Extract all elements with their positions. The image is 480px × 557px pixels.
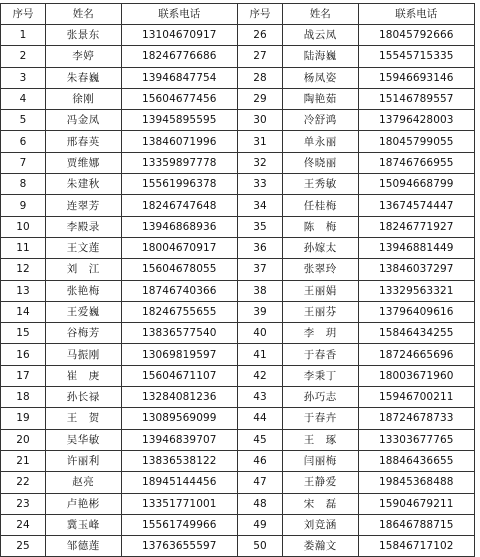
phone-cell: 13674574447	[358, 195, 474, 216]
phone-cell: 15846717102	[358, 536, 474, 557]
name-cell: 孙巧志	[282, 387, 358, 408]
phone-cell: 18945144456	[121, 472, 237, 493]
name-cell: 于春香	[282, 344, 358, 365]
phone-cell: 18724678733	[358, 408, 474, 429]
phone-cell: 13303677765	[358, 429, 474, 450]
seq-cell: 49	[237, 514, 282, 535]
name-cell: 冯金凤	[45, 110, 121, 131]
seq-cell: 11	[1, 237, 46, 258]
name-cell: 陆海巍	[282, 46, 358, 67]
phone-cell: 19845368488	[358, 472, 474, 493]
seq-cell: 26	[237, 25, 282, 46]
header-phone-right: 联系电话	[358, 4, 474, 25]
seq-cell: 18	[1, 387, 46, 408]
table-row	[1, 493, 475, 514]
seq-cell: 14	[1, 301, 46, 322]
seq-cell: 31	[237, 131, 282, 152]
table-row	[1, 408, 475, 429]
seq-cell: 8	[1, 174, 46, 195]
name-cell: 李 玥	[282, 323, 358, 344]
phone-cell: 18246747648	[121, 195, 237, 216]
name-cell: 王丽娟	[282, 280, 358, 301]
phone-cell: 18646788715	[358, 514, 474, 535]
seq-cell: 42	[237, 365, 282, 386]
phone-cell: 18746766955	[358, 152, 474, 173]
phone-cell: 13846037297	[358, 259, 474, 280]
seq-cell: 2	[1, 46, 46, 67]
name-cell: 赵亮	[45, 472, 121, 493]
table-row	[1, 131, 475, 152]
phone-cell: 18246776686	[121, 46, 237, 67]
phone-cell: 15561749966	[121, 514, 237, 535]
seq-cell: 9	[1, 195, 46, 216]
phone-cell: 13836577540	[121, 323, 237, 344]
phone-cell: 15604678055	[121, 259, 237, 280]
seq-cell: 16	[1, 344, 46, 365]
phone-cell: 15604677456	[121, 88, 237, 109]
seq-cell: 40	[237, 323, 282, 344]
table-row	[1, 387, 475, 408]
name-cell: 朱建秋	[45, 174, 121, 195]
name-cell: 孙嫁太	[282, 237, 358, 258]
table-row	[1, 216, 475, 237]
seq-cell: 1	[1, 25, 46, 46]
name-cell: 连翠芳	[45, 195, 121, 216]
table-row	[1, 344, 475, 365]
name-cell: 徐刚	[45, 88, 121, 109]
table-row	[1, 536, 475, 557]
phone-cell: 15545715335	[358, 46, 474, 67]
name-cell: 张艳梅	[45, 280, 121, 301]
header-row	[1, 4, 475, 25]
phone-cell: 18246755655	[121, 301, 237, 322]
seq-cell: 47	[237, 472, 282, 493]
seq-cell: 34	[237, 195, 282, 216]
seq-cell: 45	[237, 429, 282, 450]
phone-cell: 18724665696	[358, 344, 474, 365]
name-cell: 谷梅芳	[45, 323, 121, 344]
seq-cell: 50	[237, 536, 282, 557]
name-cell: 王丽芬	[282, 301, 358, 322]
seq-cell: 25	[1, 536, 46, 557]
seq-cell: 29	[237, 88, 282, 109]
contact-table	[0, 3, 475, 557]
name-cell: 王 贺	[45, 408, 121, 429]
phone-cell: 13796428003	[358, 110, 474, 131]
phone-cell: 15946693146	[358, 67, 474, 88]
name-cell: 王静爱	[282, 472, 358, 493]
seq-cell: 13	[1, 280, 46, 301]
phone-cell: 18045799055	[358, 131, 474, 152]
name-cell: 陈 梅	[282, 216, 358, 237]
name-cell: 杨凤姿	[282, 67, 358, 88]
seq-cell: 10	[1, 216, 46, 237]
phone-cell: 13946839707	[121, 429, 237, 450]
seq-cell: 43	[237, 387, 282, 408]
seq-cell: 23	[1, 493, 46, 514]
phone-cell: 18004670917	[121, 237, 237, 258]
name-cell: 冷舒鸿	[282, 110, 358, 131]
table-row	[1, 514, 475, 535]
phone-cell: 15094668799	[358, 174, 474, 195]
name-cell: 冀玉峰	[45, 514, 121, 535]
name-cell: 张翠玲	[282, 259, 358, 280]
phone-cell: 13796409616	[358, 301, 474, 322]
phone-cell: 18003671960	[358, 365, 474, 386]
phone-cell: 15604671107	[121, 365, 237, 386]
header-name-right: 姓名	[282, 4, 358, 25]
table-row	[1, 67, 475, 88]
phone-cell: 15146789557	[358, 88, 474, 109]
table-row	[1, 450, 475, 471]
seq-cell: 12	[1, 259, 46, 280]
name-cell: 贾维娜	[45, 152, 121, 173]
table-row	[1, 46, 475, 67]
table-row	[1, 25, 475, 46]
seq-cell: 24	[1, 514, 46, 535]
header-seq-right: 序号	[237, 4, 282, 25]
seq-cell: 46	[237, 450, 282, 471]
phone-cell: 13284081236	[121, 387, 237, 408]
seq-cell: 38	[237, 280, 282, 301]
seq-cell: 44	[237, 408, 282, 429]
phone-cell: 13836538122	[121, 450, 237, 471]
table-row	[1, 301, 475, 322]
phone-cell: 13329563321	[358, 280, 474, 301]
phone-cell: 13946881449	[358, 237, 474, 258]
table-row	[1, 152, 475, 173]
seq-cell: 28	[237, 67, 282, 88]
name-cell: 战云凤	[282, 25, 358, 46]
phone-cell: 13763655597	[121, 536, 237, 557]
name-cell: 王文莲	[45, 237, 121, 258]
phone-cell: 18246771927	[358, 216, 474, 237]
seq-cell: 37	[237, 259, 282, 280]
table-row	[1, 195, 475, 216]
phone-cell: 13069819597	[121, 344, 237, 365]
phone-cell: 13846071996	[121, 131, 237, 152]
table-row	[1, 110, 475, 131]
table-row	[1, 88, 475, 109]
seq-cell: 5	[1, 110, 46, 131]
phone-cell: 13351771001	[121, 493, 237, 514]
phone-cell: 13359897778	[121, 152, 237, 173]
seq-cell: 27	[237, 46, 282, 67]
table-row	[1, 174, 475, 195]
name-cell: 李秉丁	[282, 365, 358, 386]
name-cell: 王秀敏	[282, 174, 358, 195]
seq-cell: 6	[1, 131, 46, 152]
table-row	[1, 429, 475, 450]
name-cell: 娄瀚文	[282, 536, 358, 557]
name-cell: 王爱巍	[45, 301, 121, 322]
phone-cell: 13089569099	[121, 408, 237, 429]
phone-cell: 18045792666	[358, 25, 474, 46]
name-cell: 王 琢	[282, 429, 358, 450]
seq-cell: 19	[1, 408, 46, 429]
name-cell: 佟晓丽	[282, 152, 358, 173]
seq-cell: 15	[1, 323, 46, 344]
phone-cell: 13945895595	[121, 110, 237, 131]
seq-cell: 39	[237, 301, 282, 322]
phone-cell: 15561996378	[121, 174, 237, 195]
table-row	[1, 237, 475, 258]
table-row	[1, 472, 475, 493]
table-row	[1, 259, 475, 280]
name-cell: 刘 江	[45, 259, 121, 280]
seq-cell: 22	[1, 472, 46, 493]
table-row	[1, 365, 475, 386]
phone-cell: 15904679211	[358, 493, 474, 514]
seq-cell: 33	[237, 174, 282, 195]
name-cell: 刘竞涵	[282, 514, 358, 535]
seq-cell: 21	[1, 450, 46, 471]
name-cell: 马振刚	[45, 344, 121, 365]
seq-cell: 41	[237, 344, 282, 365]
name-cell: 朱春巍	[45, 67, 121, 88]
phone-cell: 13104670917	[121, 25, 237, 46]
phone-cell: 18846436655	[358, 450, 474, 471]
seq-cell: 3	[1, 67, 46, 88]
name-cell: 孙长禄	[45, 387, 121, 408]
name-cell: 单永丽	[282, 131, 358, 152]
name-cell: 宋 磊	[282, 493, 358, 514]
name-cell: 邢春英	[45, 131, 121, 152]
name-cell: 于春卉	[282, 408, 358, 429]
name-cell: 吴华敏	[45, 429, 121, 450]
seq-cell: 30	[237, 110, 282, 131]
phone-cell: 13946847754	[121, 67, 237, 88]
name-cell: 张景东	[45, 25, 121, 46]
phone-cell: 18746740366	[121, 280, 237, 301]
seq-cell: 4	[1, 88, 46, 109]
table-body	[1, 25, 475, 557]
name-cell: 邹德莲	[45, 536, 121, 557]
name-cell: 崔 庚	[45, 365, 121, 386]
seq-cell: 7	[1, 152, 46, 173]
name-cell: 李婷	[45, 46, 121, 67]
name-cell: 许丽利	[45, 450, 121, 471]
name-cell: 李殿录	[45, 216, 121, 237]
seq-cell: 48	[237, 493, 282, 514]
seq-cell: 32	[237, 152, 282, 173]
seq-cell: 36	[237, 237, 282, 258]
seq-cell: 35	[237, 216, 282, 237]
seq-cell: 20	[1, 429, 46, 450]
name-cell: 卢艳彬	[45, 493, 121, 514]
header-phone-left: 联系电话	[121, 4, 237, 25]
phone-cell: 13946868936	[121, 216, 237, 237]
table-row	[1, 323, 475, 344]
name-cell: 任桂梅	[282, 195, 358, 216]
header-seq-left: 序号	[1, 4, 46, 25]
name-cell: 陶艳茹	[282, 88, 358, 109]
table-row	[1, 280, 475, 301]
seq-cell: 17	[1, 365, 46, 386]
header-name-left: 姓名	[45, 4, 121, 25]
name-cell: 闫丽梅	[282, 450, 358, 471]
phone-cell: 15846434255	[358, 323, 474, 344]
phone-cell: 15946700211	[358, 387, 474, 408]
